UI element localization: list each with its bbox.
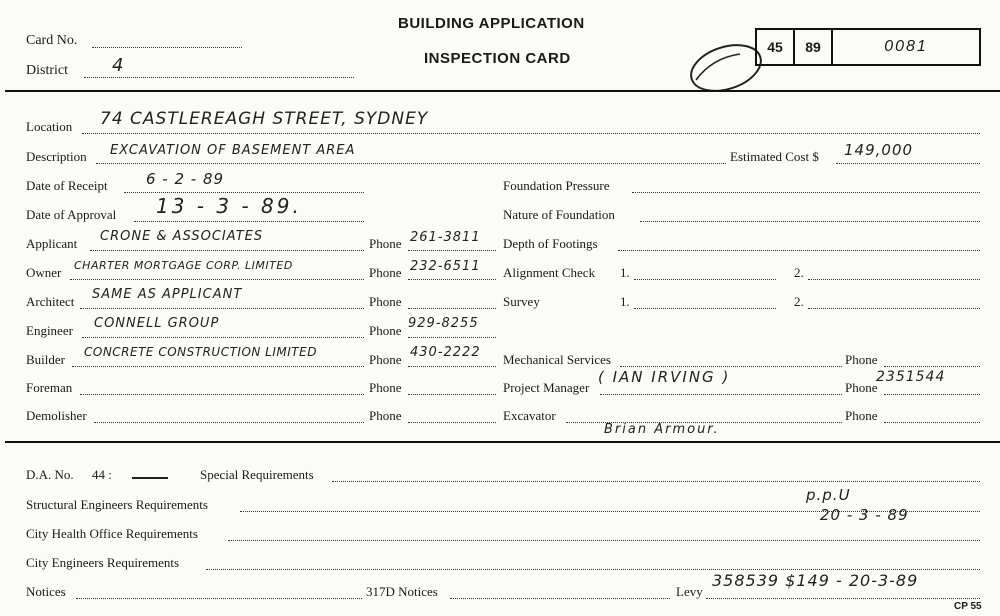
location-value: 74 CASTLEREAGH STREET, SYDNEY: [100, 109, 429, 129]
owner-phone: 232-6511: [410, 259, 481, 274]
alignment-line-1: [634, 279, 776, 280]
mechanical-phone-line: [884, 366, 980, 367]
nature-foundation-label: Nature of Foundation: [503, 207, 615, 222]
estimated-cost-line: [836, 163, 980, 164]
location-label: Location: [26, 119, 73, 134]
health-line: [228, 540, 980, 541]
structural-note-1: p.p.U: [806, 486, 851, 504]
builder-line: [72, 366, 364, 367]
engineer-phone: 929-8255: [408, 316, 479, 331]
project-manager-phone-line: [884, 394, 980, 395]
architect-value: SAME AS APPLICANT: [92, 287, 243, 302]
alignment-check-label: Alignment Check: [503, 265, 596, 280]
engineer-value: CONNELL GROUP: [94, 316, 220, 331]
estimated-cost-value: 149,000: [844, 141, 914, 159]
receipt-value: 6 - 2 - 89: [146, 170, 225, 188]
demolisher-line: [94, 422, 364, 423]
applicant-phone-line: [408, 250, 496, 251]
demolisher-phone-line: [408, 422, 496, 423]
foundation-pressure-line: [632, 192, 980, 193]
description-line: [96, 163, 726, 164]
notices-317d-label: 317D Notices: [366, 584, 438, 599]
applicant-line: [90, 250, 364, 251]
card-box-2-value: 89: [805, 39, 821, 55]
special-requirements-label: Special Requirements: [200, 467, 314, 482]
excavator-label: Excavator: [503, 408, 556, 423]
survey-num-2: 2.: [794, 294, 804, 309]
project-manager-line: [600, 394, 842, 395]
project-manager-label: Project Manager: [503, 380, 590, 395]
form-code: CP 55: [954, 601, 982, 612]
builder-phone: 430-2222: [410, 345, 481, 360]
district-line: [84, 77, 354, 78]
demolisher-phone-label: Phone: [369, 408, 402, 423]
mechanical-label: Mechanical Services: [503, 352, 611, 367]
excavator-note: Brian Armour.: [604, 422, 720, 437]
foreman-line: [80, 394, 364, 395]
mechanical-phone-label: Phone: [845, 352, 878, 367]
excavator-phone-line: [884, 422, 980, 423]
mechanical-line: [620, 366, 842, 367]
architect-phone-line: [408, 308, 496, 309]
location-line: [82, 133, 980, 134]
approval-label: Date of Approval: [26, 207, 117, 222]
special-requirements-line: [332, 481, 980, 482]
notices-line: [76, 598, 362, 599]
da-dash: [132, 477, 168, 479]
approval-line: [134, 221, 364, 222]
depth-footings-line: [618, 250, 980, 251]
da-value: 44 :: [92, 467, 112, 482]
middle-rule: [5, 441, 1000, 443]
builder-phone-label: Phone: [369, 352, 402, 367]
architect-phone-label: Phone: [369, 294, 402, 309]
builder-phone-line: [408, 366, 496, 367]
owner-label: Owner: [26, 265, 62, 280]
engineer-phone-line: [408, 337, 496, 338]
owner-phone-label: Phone: [369, 265, 402, 280]
district-label: District: [26, 63, 68, 78]
builder-label: Builder: [26, 352, 65, 367]
estimated-cost-label: Estimated Cost $: [730, 149, 819, 164]
survey-line-1: [634, 308, 776, 309]
title-line-1: BUILDING APPLICATION: [398, 15, 585, 32]
structural-note-2: 20 - 3 - 89: [820, 506, 909, 524]
city-engineers-line: [206, 569, 980, 570]
excavator-phone-label: Phone: [845, 408, 878, 423]
project-manager-phone-label: Phone: [845, 380, 878, 395]
applicant-value: CRONE & ASSOCIATES: [100, 229, 264, 244]
architect-label: Architect: [26, 294, 75, 309]
architect-line: [80, 308, 364, 309]
applicant-label: Applicant: [26, 236, 78, 251]
title-line-2: INSPECTION CARD: [424, 50, 571, 67]
survey-label: Survey: [503, 294, 540, 309]
depth-footings-label: Depth of Footings: [503, 236, 598, 251]
foreman-phone-label: Phone: [369, 380, 402, 395]
card-box-3-value: 0081: [884, 38, 928, 55]
description-value: EXCAVATION OF BASEMENT AREA: [110, 143, 356, 158]
engineer-line: [82, 337, 364, 338]
owner-line: [70, 279, 364, 280]
builder-value: CONCRETE CONSTRUCTION LIMITED: [84, 345, 317, 359]
card-box-2: [793, 28, 833, 66]
applicant-phone: 261-3811: [410, 230, 481, 245]
levy-label: Levy: [676, 584, 703, 599]
project-manager-phone: 2351544: [876, 369, 946, 385]
engineer-phone-label: Phone: [369, 323, 402, 338]
foreman-label: Foreman: [26, 380, 73, 395]
owner-value: CHARTER MORTGAGE CORP. LIMITED: [74, 259, 293, 272]
levy-line: [706, 598, 980, 599]
applicant-phone-label: Phone: [369, 236, 402, 251]
engineer-label: Engineer: [26, 323, 73, 338]
card-no-label: Card No.: [26, 33, 78, 48]
card-box-3: [831, 28, 981, 66]
card-no-line: [92, 47, 242, 48]
receipt-line: [124, 192, 364, 193]
owner-phone-line: [408, 279, 496, 280]
card-box-1: [755, 28, 795, 66]
district-value: 4: [112, 55, 125, 76]
health-label: City Health Office Requirements: [26, 526, 198, 541]
description-label: Description: [26, 149, 87, 164]
alignment-num-1: 1.: [620, 265, 630, 280]
survey-line-2: [808, 308, 980, 309]
alignment-num-2: 2.: [794, 265, 804, 280]
foundation-pressure-label: Foundation Pressure: [503, 178, 610, 193]
nature-foundation-line: [640, 221, 980, 222]
foreman-phone-line: [408, 394, 496, 395]
notices-label: Notices: [26, 584, 66, 599]
project-manager-value: ( IAN IRVING ): [598, 368, 731, 386]
card-box-1-value: 45: [767, 39, 783, 55]
structural-label: Structural Engineers Requirements: [26, 497, 208, 512]
approval-value: 13 - 3 - 89.: [156, 194, 302, 218]
da-label: D.A. No.: [26, 467, 74, 482]
notices-317d-line: [450, 598, 670, 599]
header-rule: [5, 90, 1000, 92]
survey-num-1: 1.: [620, 294, 630, 309]
demolisher-label: Demolisher: [26, 408, 87, 423]
levy-value: 358539 $149 - 20-3-89: [712, 571, 919, 590]
city-engineers-label: City Engineers Requirements: [26, 555, 180, 570]
receipt-label: Date of Receipt: [26, 178, 108, 193]
alignment-line-2: [808, 279, 980, 280]
